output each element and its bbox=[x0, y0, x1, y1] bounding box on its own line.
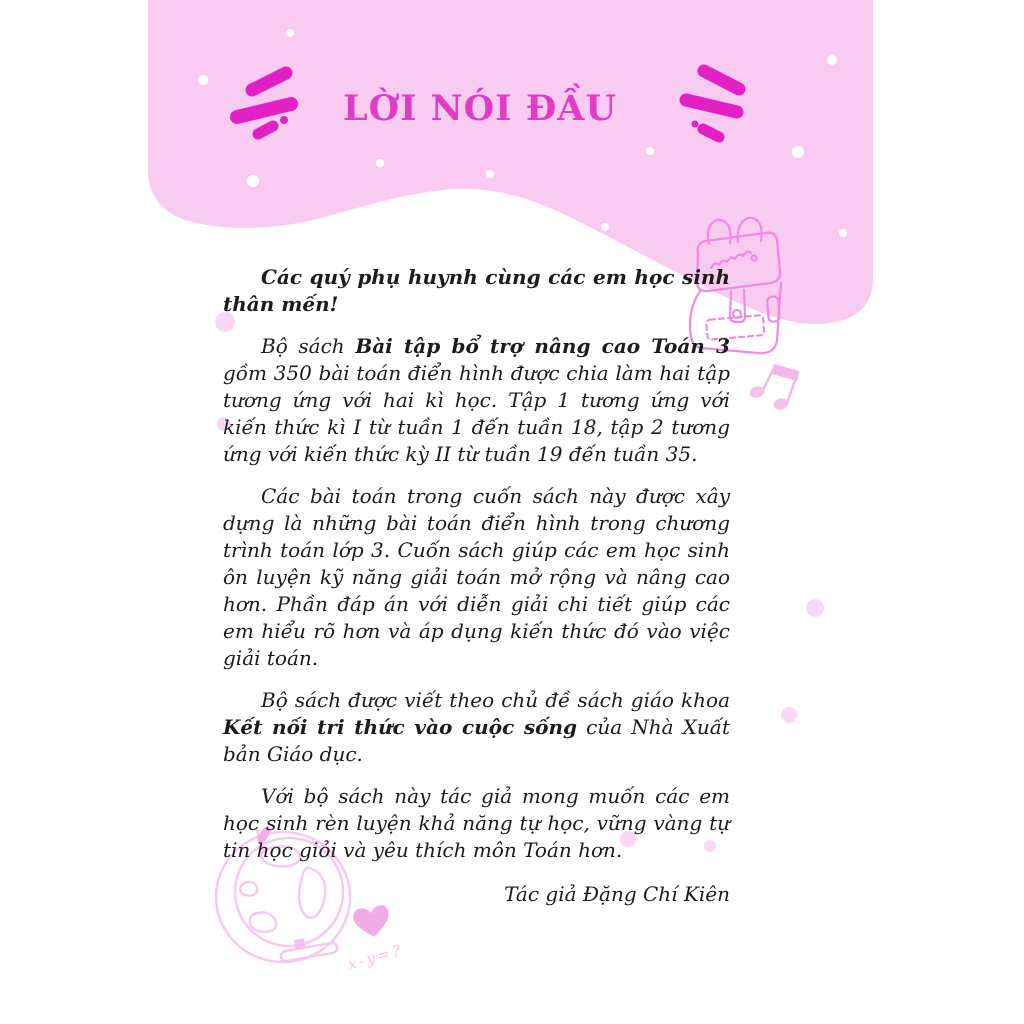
heart-icon bbox=[352, 904, 392, 939]
paragraph-3-post: của Nhà Xuất bản Giáo dục. bbox=[223, 715, 730, 766]
paragraph-1 bbox=[223, 333, 730, 468]
book-title-bold: Bài tập bổ trợ nâng cao Toán 3 bbox=[355, 334, 730, 358]
preface-text bbox=[223, 264, 730, 908]
paragraph-3-pre: Bộ sách được viết theo chủ đề sách giáo khoa bbox=[261, 688, 730, 712]
paragraph-1-pre: Bộ sách bbox=[261, 334, 356, 358]
paragraph-2: Các bài toán trong cuốn sách này được xây dựng là những bài toán điển hình trong chương trình toán lớp 3. Cuốn sách giúp các em học sinh ôn luyện kỹ năng giải toán mở rộng và nâng cao hơn. Phần đáp án với diễn giải chi tiết giúp các em hiểu rõ hơn và áp dụng kiến thức đó vào việc giải toán. bbox=[223, 484, 730, 670]
author-signature: Tác giả Đặng Chí Kiên bbox=[504, 882, 730, 906]
paragraph-3 bbox=[223, 687, 730, 768]
series-title-bold: Kết nối tri thức vào cuộc sống bbox=[223, 715, 578, 739]
music-note-icon bbox=[748, 364, 799, 411]
paragraph-4: Với bộ sách này tác giả mong muốn các em học sinh rèn luyện khả năng tự học, vững vàng tự tin học giỏi và yêu thích môn Toán hơn. bbox=[223, 784, 730, 862]
greeting-line: Các quý phụ huynh cùng các em học sinh thân mến! bbox=[223, 265, 730, 316]
math-doodle-text: x-y=? bbox=[345, 940, 406, 974]
paragraph-1-post: gồm 350 bài toán điển hình được chia làm hai tập tương ứng với hai kì học. Tập 1 tương ứng với kiến thức kì I từ tuần 1 đến tuần 18, tập 2 tương ứng với kiến thức kỳ II từ tuần 19 đến tuần 35. bbox=[223, 361, 730, 466]
page-title: LỜI NÓI ĐẦU bbox=[343, 88, 617, 129]
